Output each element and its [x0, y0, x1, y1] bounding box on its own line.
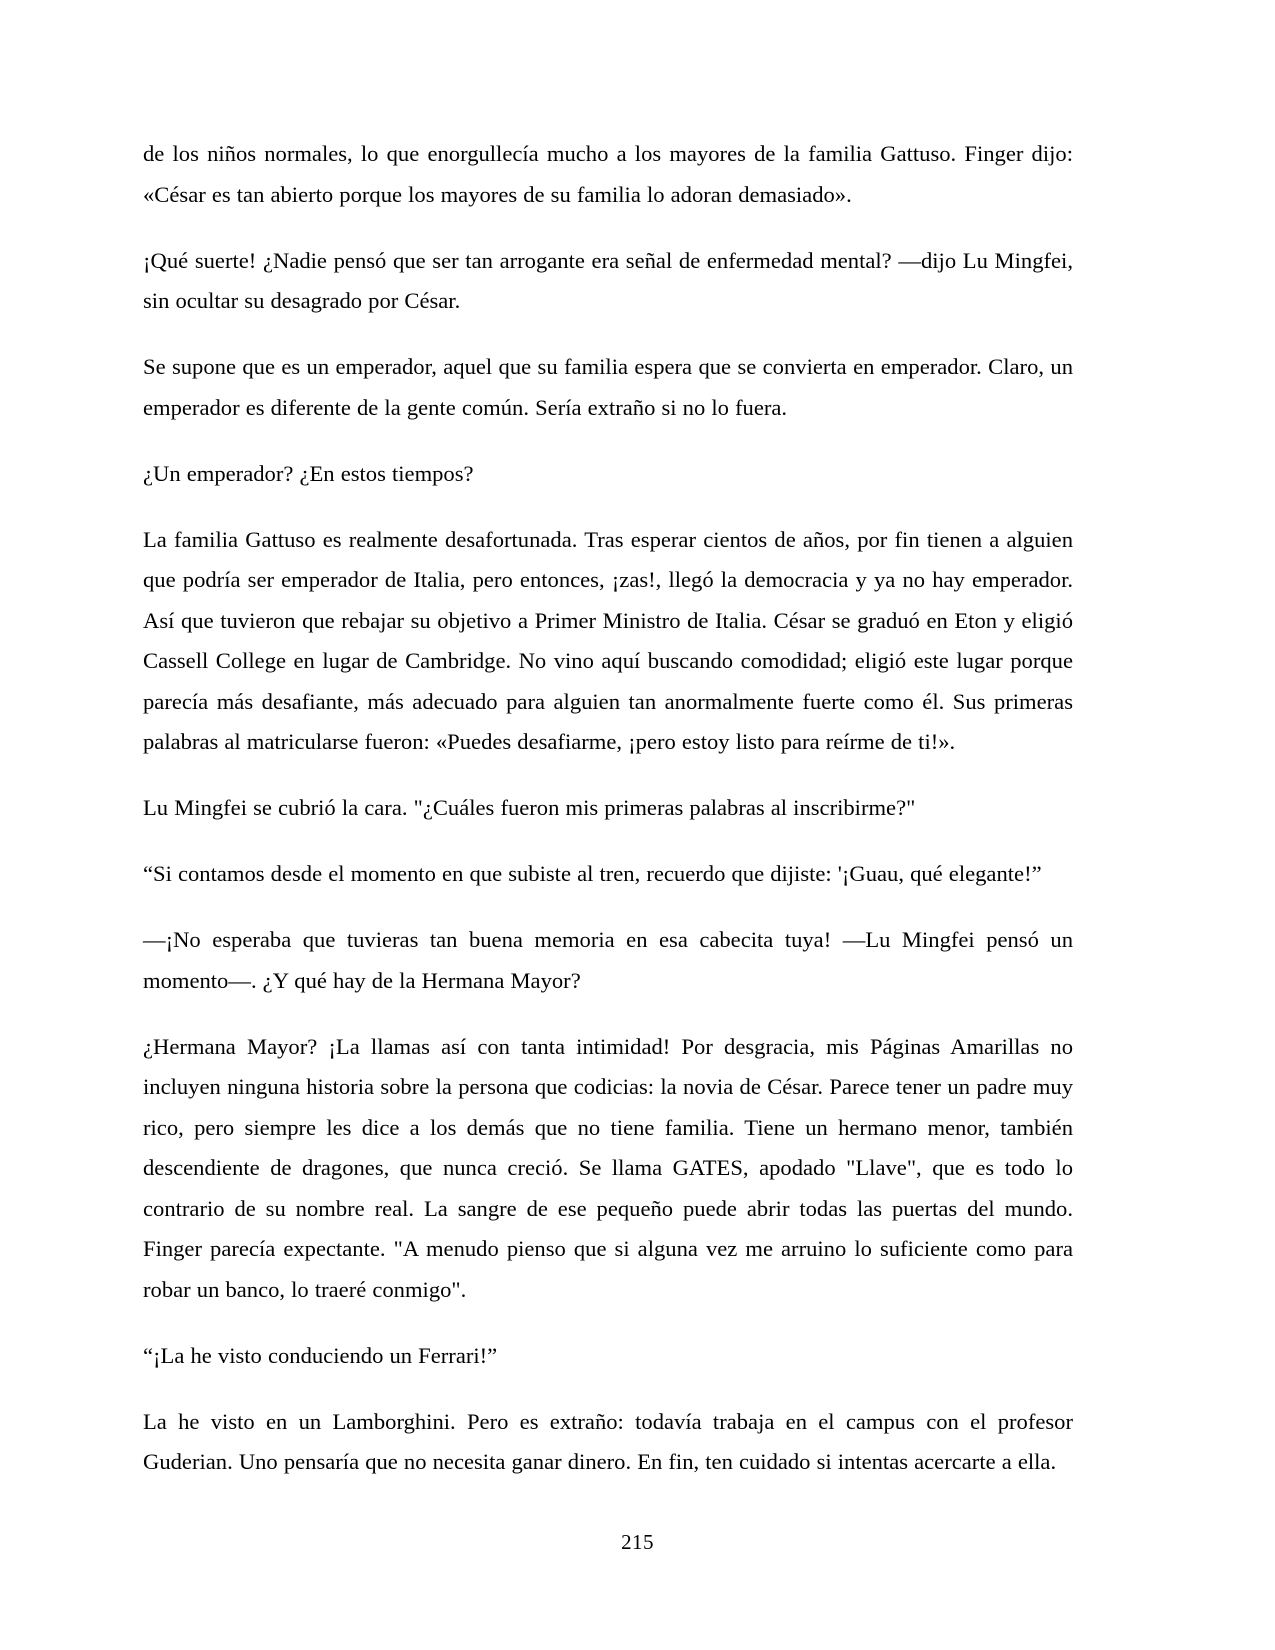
body-text-column [143, 134, 1073, 1483]
paragraph: ¿Hermana Mayor? ¡La llamas así con tanta intimidad! Por desgracia, mis Páginas Amarillas no incluyen ninguna historia sobre la persona que codicias: la novia de César. Parece tener un padre muy rico, pero siempre les dice a los demás que no tiene familia. Tiene un hermano menor, también descendiente de dragones, que nunca creció. Se llama GATES, apodado "Llave", que es todo lo contrario de su nombre real. La sangre de ese pequeño puede abrir todas las puertas del mundo. Finger parecía expectante. "A menudo pienso que si alguna vez me arruino lo suficiente como para robar un banco, lo traeré conmigo". [143, 1033, 1073, 1302]
paragraph: La familia Gattuso es realmente desafortunada. Tras esperar cientos de años, por fin tienen a alguien que podría ser emperador de Italia, pero entonces, ¡zas!, llegó la democracia y ya no hay emperador. Así que tuvieron que rebajar su objetivo a Primer Ministro de Italia. César se graduó en Eton y eligió Cassell College en lugar de Cambridge. No vino aquí buscando comodidad; eligió este lugar porque parecía más desafiante, más adecuado para alguien tan anormalmente fuerte como él. Sus primeras palabras al matricularse fueron: «Puedes desafiarme, ¡pero estoy listo para reírme de ti!». [143, 526, 1073, 754]
paragraph: “¡La he visto conduciendo un Ferrari!” [143, 1342, 498, 1368]
paragraph: ¿Un emperador? ¿En estos tiempos? [143, 460, 474, 486]
paragraph: La he visto en un Lamborghini. Pero es extraño: todavía trabaja en el campus con el profesor Guderian. Uno pensaría que no necesita ganar dinero. En fin, ten cuidado si intentas acercarte a ella. [143, 1408, 1073, 1474]
paragraph: “Si contamos desde el momento en que subiste al tren, recuerdo que dijiste: '¡Guau, qué elegante!” [143, 861, 1042, 886]
page-number: 215 [621, 1530, 654, 1554]
paragraph: Lu Mingfei se cubrió la cara. "¿Cuáles fueron mis primeras palabras al inscribirme?" [143, 795, 916, 820]
paragraph: de los niños normales, lo que enorgullecía mucho a los mayores de la familia Gattuso. Finger dijo: «César es tan abierto porque los mayores de su familia lo adoran demasiado». [143, 141, 1073, 207]
paragraph: Se supone que es un emperador, aquel que su familia espera que se convierta en emperador. Claro, un emperador es diferente de la gente común. Sería extraño si no lo fuera. [143, 354, 1073, 420]
paragraph: ¡Qué suerte! ¿Nadie pensó que ser tan arrogante era señal de enfermedad mental? —dijo Lu Mingfei, sin ocultar su desagrado por César. [143, 247, 1073, 313]
paragraph: —¡No esperaba que tuvieras tan buena memoria en esa cabecita tuya! —Lu Mingfei pensó un momento—. ¿Y qué hay de la Hermana Mayor? [143, 927, 1073, 993]
